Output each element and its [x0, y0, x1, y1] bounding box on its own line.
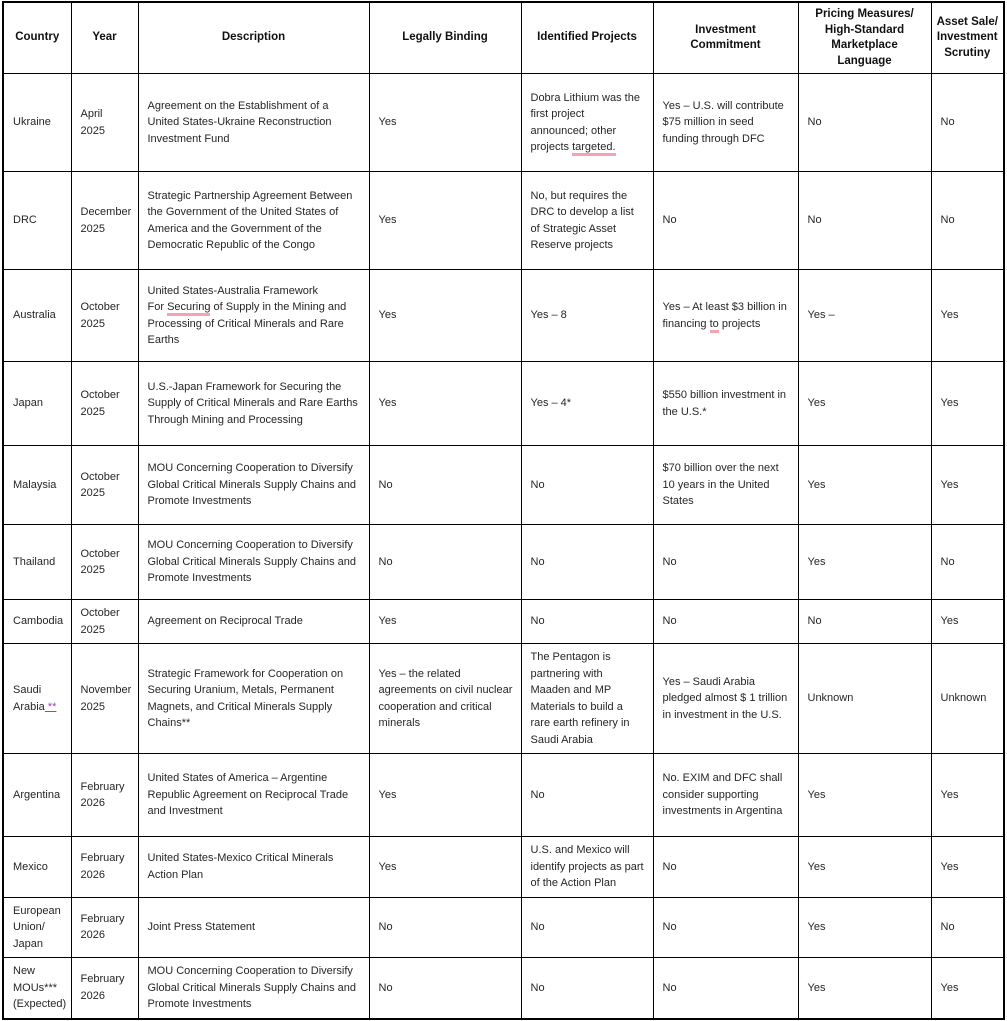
cell-year: December 2025: [71, 172, 138, 270]
column-header-investment-commitment: Investment Commitment: [653, 2, 798, 74]
column-header-country: Country: [3, 2, 71, 74]
cell-legally-binding: Yes: [369, 600, 521, 644]
cell-asset-scrutiny: Yes: [931, 362, 1004, 446]
cell-asset-scrutiny: Yes: [931, 958, 1004, 1019]
cell-identified-projects: Dobra Lithium was the first project announced; other projects targeted.: [521, 74, 653, 172]
cell-country: European Union/ Japan: [3, 897, 71, 958]
cell-year: February 2026: [71, 837, 138, 898]
cell-investment-commitment: Yes – U.S. will contribute $75 million in seed funding through DFC: [653, 74, 798, 172]
table-row-eu-japan: [3, 897, 1004, 958]
cell-investment-commitment: No: [653, 600, 798, 644]
column-header-legally-binding: Legally Binding: [369, 2, 521, 74]
table-row-australia: [3, 270, 1004, 362]
cell-description: Joint Press Statement: [138, 897, 369, 958]
cell-pricing-measures: No: [798, 600, 931, 644]
cell-investment-commitment: No. EXIM and DFC shall consider supporting investments in Argentina: [653, 754, 798, 837]
cell-pricing-measures: Yes: [798, 362, 931, 446]
table-row-malaysia: [3, 446, 1004, 525]
cell-legally-binding: No: [369, 897, 521, 958]
cell-investment-commitment: Yes – At least $3 billion in financing to projects: [653, 270, 798, 362]
cell-asset-scrutiny: Yes: [931, 600, 1004, 644]
table-row-cambodia: [3, 600, 1004, 644]
cell-description: United States of America – Argentine Republic Agreement on Reciprocal Trade and Investment: [138, 754, 369, 837]
column-header-asset-scrutiny: Asset Sale/ Investment Scrutiny: [931, 2, 1004, 74]
cell-year: November 2025: [71, 644, 138, 754]
cell-investment-commitment: Yes – Saudi Arabia pledged almost $ 1 trillion in investment in the U.S.: [653, 644, 798, 754]
header-row: [3, 2, 1004, 74]
cell-country: Malaysia: [3, 446, 71, 525]
cell-description: United States-Mexico Critical Minerals Action Plan: [138, 837, 369, 898]
cell-year: February 2026: [71, 754, 138, 837]
table-row-drc: [3, 172, 1004, 270]
cell-year: October 2025: [71, 446, 138, 525]
cell-description: MOU Concerning Cooperation to Diversify Global Critical Minerals Supply Chains and Promote Investments: [138, 958, 369, 1019]
cell-asset-scrutiny: No: [931, 897, 1004, 958]
cell-identified-projects: No, but requires the DRC to develop a list of Strategic Asset Reserve projects: [521, 172, 653, 270]
cell-country: New MOUs*** (Expected): [3, 958, 71, 1019]
cell-investment-commitment: $70 billion over the next 10 years in the United States: [653, 446, 798, 525]
cell-investment-commitment: No: [653, 897, 798, 958]
cell-description: Strategic Partnership Agreement Between the Government of the United States of America and the Government of the Democratic Republic of the Congo: [138, 172, 369, 270]
cell-description: MOU Concerning Cooperation to Diversify Global Critical Minerals Supply Chains and Promote Investments: [138, 525, 369, 600]
cell-pricing-measures: No: [798, 172, 931, 270]
cell-country: Saudi Arabia **: [3, 644, 71, 754]
cell-legally-binding: Yes: [369, 754, 521, 837]
cell-description: U.S.-Japan Framework for Securing the Supply of Critical Minerals and Rare Earths Through Mining and Processing: [138, 362, 369, 446]
cell-legally-binding: Yes: [369, 837, 521, 898]
table-row-saudi-arabia: [3, 644, 1004, 754]
cell-investment-commitment: No: [653, 172, 798, 270]
cell-description: Strategic Framework for Cooperation on Securing Uranium, Metals, Permanent Magnets, and Critical Minerals Supply Chains**: [138, 644, 369, 754]
table-row-thailand: [3, 525, 1004, 600]
table-row-argentina: [3, 754, 1004, 837]
table-row-new-mous: [3, 958, 1004, 1019]
cell-country: DRC: [3, 172, 71, 270]
cell-country: Australia: [3, 270, 71, 362]
cell-identified-projects: Yes – 8: [521, 270, 653, 362]
cell-year: April 2025: [71, 74, 138, 172]
cell-identified-projects: No: [521, 897, 653, 958]
cell-legally-binding: Yes: [369, 172, 521, 270]
table-row-japan: [3, 362, 1004, 446]
cell-legally-binding: Yes – the related agreements on civil nuclear cooperation and critical minerals: [369, 644, 521, 754]
cell-identified-projects: No: [521, 446, 653, 525]
cell-description: Agreement on Reciprocal Trade: [138, 600, 369, 644]
cell-year: October 2025: [71, 600, 138, 644]
cell-legally-binding: Yes: [369, 270, 521, 362]
cell-description: MOU Concerning Cooperation to Diversify Global Critical Minerals Supply Chains and Promote Investments: [138, 446, 369, 525]
cell-asset-scrutiny: Yes: [931, 754, 1004, 837]
cell-country: Mexico: [3, 837, 71, 898]
cell-country: Thailand: [3, 525, 71, 600]
cell-asset-scrutiny: Yes: [931, 837, 1004, 898]
table-row-ukraine: [3, 74, 1004, 172]
cell-pricing-measures: Unknown: [798, 644, 931, 754]
cell-investment-commitment: No: [653, 525, 798, 600]
cell-asset-scrutiny: No: [931, 74, 1004, 172]
cell-pricing-measures: Yes –: [798, 270, 931, 362]
cell-identified-projects: No: [521, 958, 653, 1019]
cell-identified-projects: The Pentagon is partnering with Maaden and MP Materials to build a rare earth refinery in Saudi Arabia: [521, 644, 653, 754]
cell-investment-commitment: No: [653, 958, 798, 1019]
cell-asset-scrutiny: Yes: [931, 446, 1004, 525]
cell-year: February 2026: [71, 897, 138, 958]
cell-pricing-measures: No: [798, 74, 931, 172]
cell-pricing-measures: Yes: [798, 837, 931, 898]
cell-asset-scrutiny: No: [931, 525, 1004, 600]
column-header-identified-projects: Identified Projects: [521, 2, 653, 74]
column-header-description: Description: [138, 2, 369, 74]
cell-description: Agreement on the Establishment of a United States-Ukraine Reconstruction Investment Fund: [138, 74, 369, 172]
cell-pricing-measures: Yes: [798, 754, 931, 837]
cell-asset-scrutiny: Yes: [931, 270, 1004, 362]
cell-pricing-measures: Yes: [798, 446, 931, 525]
cell-identified-projects: No: [521, 525, 653, 600]
column-header-year: Year: [71, 2, 138, 74]
cell-legally-binding: Yes: [369, 362, 521, 446]
cell-identified-projects: No: [521, 600, 653, 644]
cell-year: October 2025: [71, 525, 138, 600]
cell-legally-binding: Yes: [369, 74, 521, 172]
cell-pricing-measures: Yes: [798, 525, 931, 600]
cell-asset-scrutiny: No: [931, 172, 1004, 270]
cell-country: Argentina: [3, 754, 71, 837]
cell-year: October 2025: [71, 270, 138, 362]
cell-legally-binding: No: [369, 446, 521, 525]
cell-country: Cambodia: [3, 600, 71, 644]
cell-investment-commitment: $550 billion investment in the U.S.*: [653, 362, 798, 446]
cell-legally-binding: No: [369, 958, 521, 1019]
cell-asset-scrutiny: Unknown: [931, 644, 1004, 754]
cell-identified-projects: U.S. and Mexico will identify projects as part of the Action Plan: [521, 837, 653, 898]
footnote-link[interactable]: **: [44, 700, 57, 713]
cell-pricing-measures: Yes: [798, 897, 931, 958]
agreements-table: [2, 1, 1005, 1020]
cell-description: United States-Australia Framework For Securing of Supply in the Mining and Processing of Critical Minerals and Rare Earths: [138, 270, 369, 362]
cell-pricing-measures: Yes: [798, 958, 931, 1019]
cell-identified-projects: Yes – 4*: [521, 362, 653, 446]
cell-country: Ukraine: [3, 74, 71, 172]
cell-identified-projects: No: [521, 754, 653, 837]
cell-legally-binding: No: [369, 525, 521, 600]
cell-country: Japan: [3, 362, 71, 446]
table-row-mexico: [3, 837, 1004, 898]
cell-year: February 2026: [71, 958, 138, 1019]
cell-investment-commitment: No: [653, 837, 798, 898]
cell-year: October 2025: [71, 362, 138, 446]
column-header-pricing-measures: Pricing Measures/ High-Standard Marketplace Language: [798, 2, 931, 74]
